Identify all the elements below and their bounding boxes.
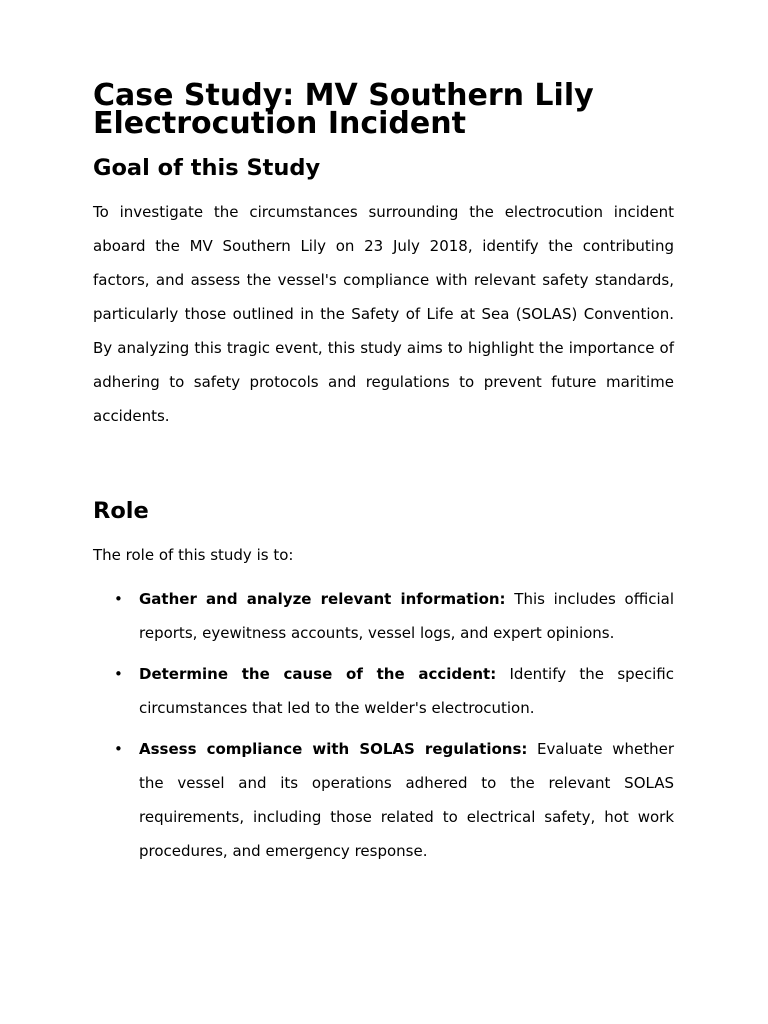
list-item-text [139, 582, 674, 650]
list-item-lead: Determine the cause of the accident: [139, 665, 497, 683]
role-heading: Role [93, 498, 149, 524]
document-page [93, 78, 674, 878]
role-list [93, 582, 674, 868]
list-item [93, 582, 674, 650]
document-title: Case Study: MV Southern Lily Electrocution Incident [93, 78, 594, 141]
list-item-lead: Assess compliance with SOLAS regulations: [139, 740, 528, 758]
list-item [93, 657, 674, 725]
list-item-lead: Gather and analyze relevant information: [139, 590, 506, 608]
list-item-body: Evaluate whether the vessel and its operations adhered to the relevant SOLAS requirements, including those related to electrical safety, hot work procedures, and emergency response. [139, 740, 674, 860]
goal-paragraph: To investigate the circumstances surrounding the electrocution incident aboard the MV Southern Lily on 23 July 2018, identify the contributing factors, and assess the vessel's compliance with relevant safety standards, particularly those outlined in the Safety of Life at Sea (SOLAS) Convention. By analyzing this tragic event, this study aims to highlight the importance of adhering to safety protocols and regulations to prevent future maritime accidents. [93, 203, 674, 425]
role-intro: The role of this study is to: [93, 546, 294, 564]
bullet-icon: • [114, 665, 123, 683]
list-item [93, 732, 674, 868]
bullet-icon: • [114, 740, 123, 758]
list-item-body: Identify the specific circumstances that led to the welder's electrocution. [139, 665, 674, 717]
list-item-text [139, 732, 674, 868]
goal-heading: Goal of this Study [93, 155, 321, 181]
list-item-text [139, 657, 674, 725]
bullet-icon: • [114, 590, 123, 608]
list-item-body: This includes official reports, eyewitness accounts, vessel logs, and expert opinions. [139, 590, 674, 642]
